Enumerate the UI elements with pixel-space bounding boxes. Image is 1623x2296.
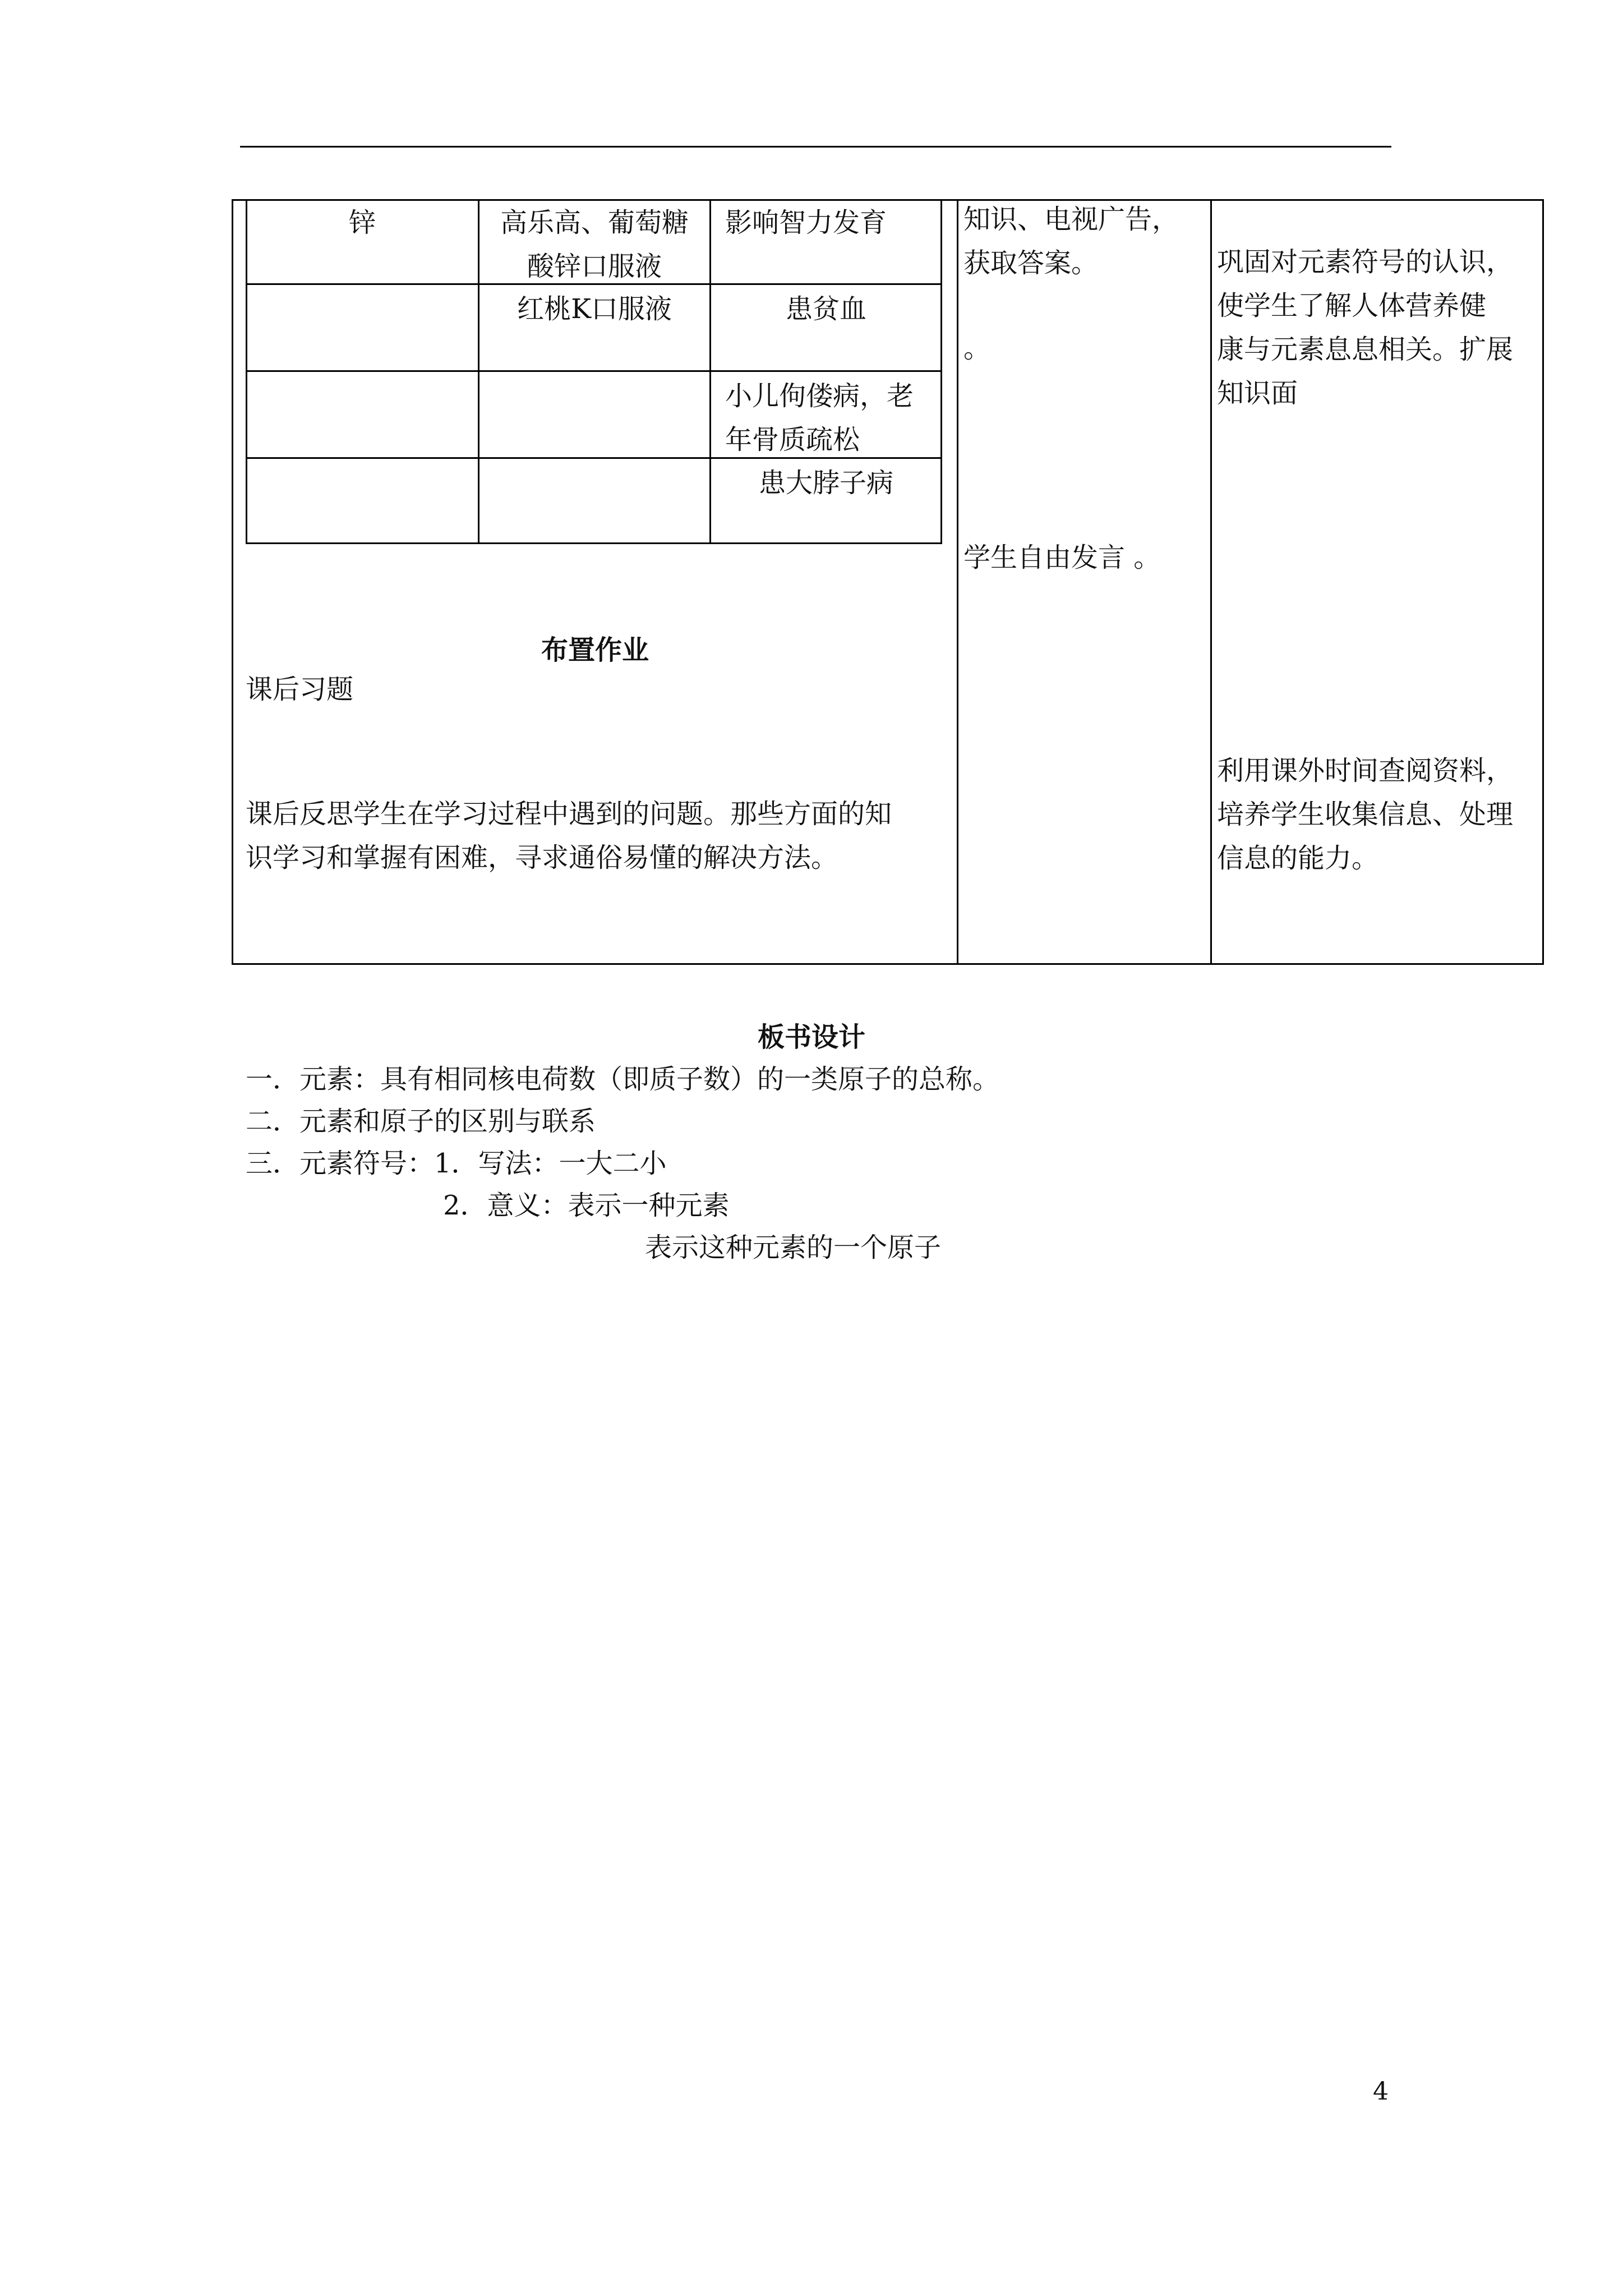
intent-line: 信息的能力。 <box>1217 843 1379 874</box>
student-activity-line: 获取答案。 <box>963 247 1099 279</box>
page-number: 4 <box>1373 2077 1389 2106</box>
student-activity-line: 知识、电视广告， <box>963 204 1179 235</box>
table-cell-effect: 影响智力发育 <box>725 207 887 238</box>
table-cell-product: 高乐高、葡萄糖 <box>500 207 689 238</box>
table-cell-effect: 小儿佝偻病，老 <box>725 380 914 412</box>
table-cell-effect: 患贫血 <box>785 293 866 325</box>
table-cell-effect: 年骨质疏松 <box>725 424 860 455</box>
reflection-line: 识学习和掌握有困难，寻求通俗易懂的解决方法。 <box>246 842 838 873</box>
table-cell-product: 红桃K口服液 <box>517 293 672 325</box>
table-cell-product: 酸锌口服液 <box>527 251 662 282</box>
board-line: 二．元素和原子的区别与联系 <box>246 1106 596 1137</box>
table-cell-effect: 患大脖子病 <box>758 467 893 499</box>
reflection-line: 课后反思学生在学习过程中遇到的问题。那些方面的知 <box>246 798 892 830</box>
header-rule <box>240 146 1391 148</box>
intent-line: 培养学生收集信息、处理 <box>1217 799 1514 830</box>
intent-line: 康与元素息息相关。扩展 <box>1217 334 1514 365</box>
homework-title: 布置作业 <box>541 634 649 666</box>
intent-line: 使学生了解人体营养健 <box>1217 290 1487 321</box>
board-line: 一．元素：具有相同核电荷数（即质子数）的一类原子的总称。 <box>246 1064 1000 1095</box>
homework-text: 课后习题 <box>246 674 354 705</box>
column-divider-2 <box>1210 199 1212 965</box>
intent-line: 利用课外时间查阅资料， <box>1217 755 1514 786</box>
intent-line: 知识面 <box>1217 378 1298 409</box>
board-line: 2．意义：表示一种元素 <box>443 1190 730 1221</box>
intent-line: 巩固对元素符号的认识， <box>1217 246 1514 278</box>
column-divider-1 <box>957 199 958 965</box>
board-line: 三．元素符号：1．写法：一大二小 <box>246 1148 667 1179</box>
student-speak: 学生自由发言 。 <box>963 542 1161 573</box>
student-activity-dot: 。 <box>963 333 991 364</box>
board-line: 表示这种元素的一个原子 <box>645 1232 942 1263</box>
board-design-title: 板书设计 <box>757 1022 865 1053</box>
table-cell-element: 锌 <box>348 207 376 238</box>
